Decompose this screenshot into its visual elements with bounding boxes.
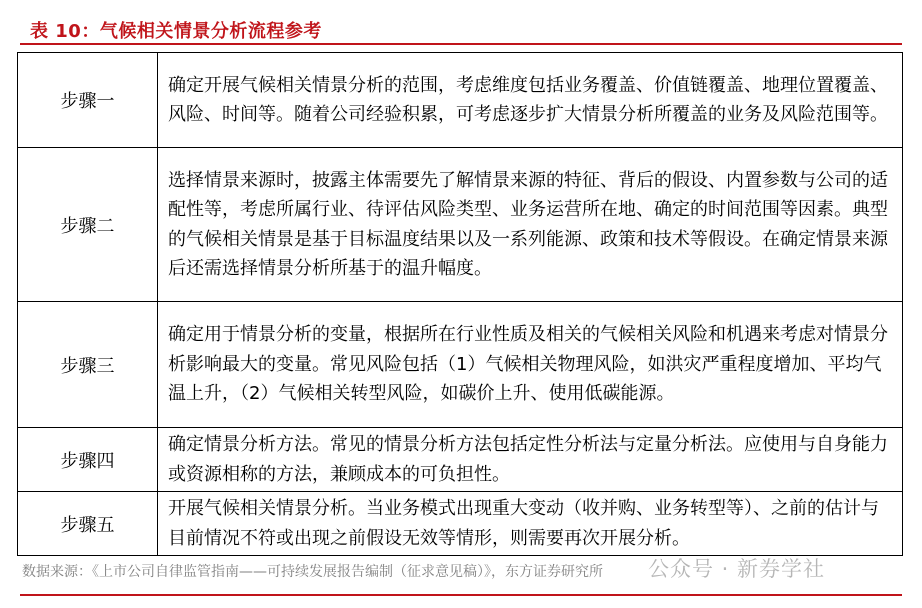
step-description: 确定用于情景分析的变量，根据所在行业性质及相关的气候相关风险和机遇来考虑对情景分析影响最大的变量。常见风险包括（1）气候相关物理风险，如洪灾严重程度增加、平均气温上升，（2）气候相关转型风险，如碳价上升、使用低碳能源。 — [158, 302, 903, 428]
table-title: 表 10：气候相关情景分析流程参考 — [30, 21, 322, 42]
process-table — [17, 52, 903, 556]
step-label: 步骤一 — [18, 53, 158, 148]
table-row — [18, 53, 903, 148]
step-label: 步骤五 — [18, 492, 158, 556]
table-row — [18, 428, 903, 492]
footer-divider — [20, 594, 902, 596]
source-note: 数据来源：《上市公司自律监管指南——可持续发展报告编制（征求意见稿）》，东方证券研究所 — [22, 564, 603, 580]
step-description: 确定情景分析方法。常见的情景分析方法包括定性分析法与定量分析法。应使用与自身能力或资源相称的方法，兼顾成本的可负担性。 — [158, 428, 903, 492]
step-label: 步骤四 — [18, 428, 158, 492]
title-divider — [20, 43, 902, 45]
step-description: 确定开展气候相关情景分析的范围，考虑维度包括业务覆盖、价值链覆盖、地理位置覆盖、风险、时间等。随着公司经验积累，可考虑逐步扩大情景分析所覆盖的业务及风险范围等。 — [158, 53, 903, 148]
step-label: 步骤二 — [18, 148, 158, 302]
watermark: 公众号 · 新券学社 — [648, 557, 826, 581]
table-row — [18, 492, 903, 556]
step-label: 步骤三 — [18, 302, 158, 428]
table-row — [18, 148, 903, 302]
table-row — [18, 302, 903, 428]
step-description: 开展气候相关情景分析。当业务模式出现重大变动（收并购、业务转型等）、之前的估计与目前情况不符或出现之前假设无效等情形，则需要再次开展分析。 — [158, 492, 903, 556]
step-description: 选择情景来源时，披露主体需要先了解情景来源的特征、背后的假设、内置参数与公司的适配性等，考虑所属行业、待评估风险类型、业务运营所在地、确定的时间范围等因素。典型的气候相关情景是基于目标温度结果以及一系列能源、政策和技术等假设。在确定情景来源后还需选择情景分析所基于的温升幅度。 — [158, 148, 903, 302]
